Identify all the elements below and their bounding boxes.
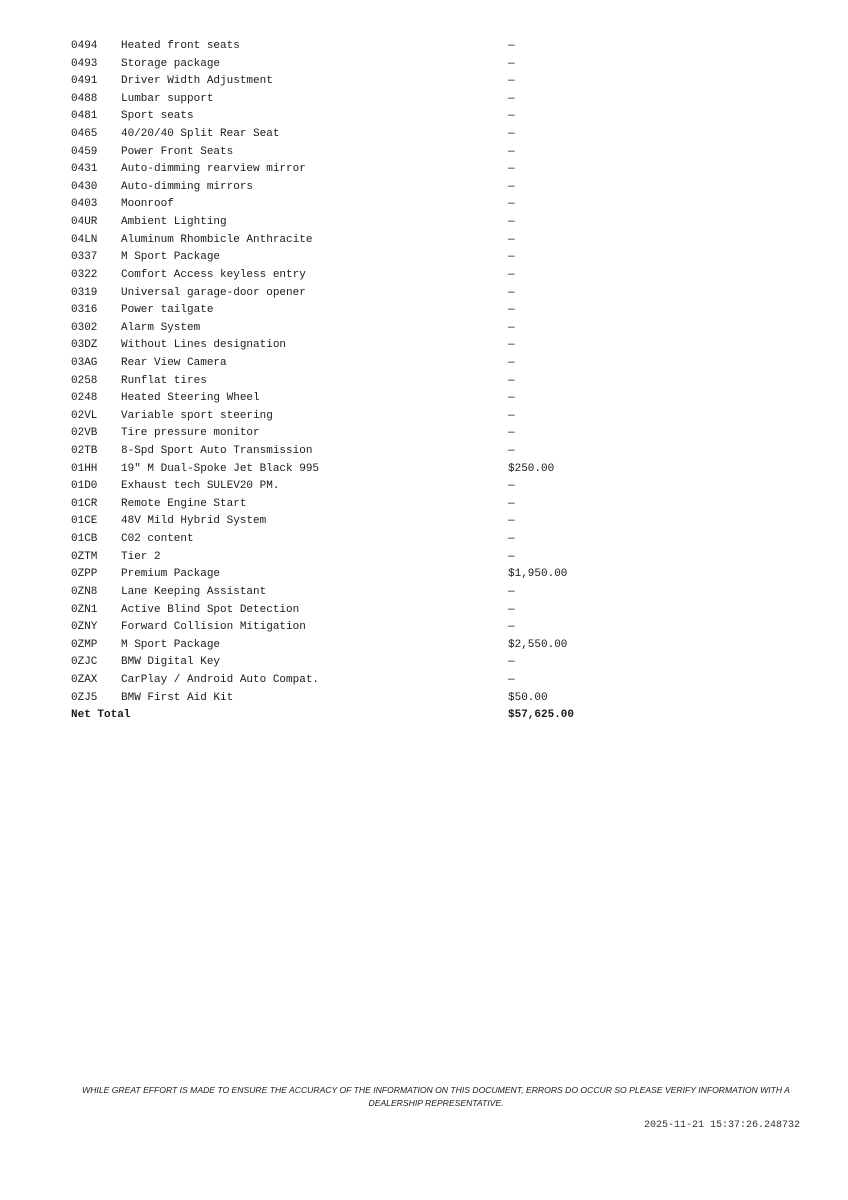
option-row — [71, 425, 611, 443]
option-price: — — [508, 374, 515, 387]
option-description: Lane Keeping Assistant — [121, 585, 267, 598]
option-description: Universal garage-door opener — [121, 286, 306, 299]
option-code: 0319 — [71, 286, 98, 299]
option-code: 0431 — [71, 163, 98, 176]
option-code: 0ZN8 — [71, 585, 98, 598]
option-code: 0493 — [71, 57, 98, 70]
option-row — [71, 320, 611, 338]
option-row — [71, 584, 611, 602]
timestamp: 2025-11-21 15:37:26.248732 — [643, 1120, 800, 1131]
option-price: — — [508, 497, 515, 510]
option-price: — — [508, 515, 515, 528]
option-code: 0481 — [71, 110, 98, 123]
option-code: 0488 — [71, 92, 98, 105]
option-price: — — [508, 198, 515, 211]
option-price: $50.00 — [508, 691, 548, 704]
option-price: — — [508, 40, 515, 52]
option-description: Heated Steering Wheel — [121, 392, 260, 405]
option-price: — — [508, 445, 515, 458]
option-price: — — [508, 216, 515, 229]
option-description: Rear View Camera — [121, 356, 227, 369]
option-code: 02TB — [71, 445, 98, 458]
option-code: 04LN — [71, 233, 98, 246]
option-code: 0ZTM — [71, 550, 98, 563]
option-price: — — [508, 304, 515, 317]
option-row — [71, 619, 611, 637]
option-description: 19" M Dual-Spoke Jet Black 995 — [121, 462, 320, 475]
option-row — [71, 249, 611, 267]
option-price: — — [508, 339, 515, 352]
disclaimer-text: WHILE GREAT EFFORT IS MADE TO ENSURE THE ACCURACY OF THE INFORMATION ON THIS DOCUMENT, ERRORS DO OCCUR SO PLEASE VERIFY INFORMATION WITH A DEALERSHIP REPRESENTATIVE. — [82, 1085, 790, 1108]
option-row — [71, 161, 611, 179]
option-row — [71, 443, 611, 461]
option-row — [71, 531, 611, 549]
option-price: — — [508, 163, 515, 176]
option-row — [71, 672, 611, 690]
option-description: Ambient Lighting — [121, 216, 227, 229]
net-total-row — [71, 707, 611, 725]
option-row — [71, 179, 611, 197]
option-description: Forward Collision Mitigation — [121, 621, 306, 634]
option-row — [71, 337, 611, 355]
options-list — [71, 38, 611, 725]
option-description: Variable sport steering — [121, 409, 273, 422]
option-row — [71, 232, 611, 250]
option-description: M Sport Package — [121, 251, 221, 264]
option-description: 48V Mild Hybrid System — [121, 515, 267, 528]
option-description: Alarm System — [121, 321, 201, 334]
option-price: — — [508, 286, 515, 299]
option-price: — — [508, 392, 515, 405]
option-code: 01HH — [71, 462, 98, 475]
option-code: 0322 — [71, 268, 98, 281]
option-code: 0ZN1 — [71, 603, 98, 616]
option-row — [71, 73, 611, 91]
option-row — [71, 373, 611, 391]
option-price: — — [508, 251, 515, 264]
option-row — [71, 478, 611, 496]
option-price: — — [508, 233, 515, 246]
option-code: 0494 — [71, 40, 98, 52]
option-description: Premium Package — [121, 568, 221, 581]
option-code: 0459 — [71, 145, 98, 158]
option-row — [71, 408, 611, 426]
option-price: — — [508, 673, 515, 686]
option-price: — — [508, 656, 515, 669]
option-price: — — [508, 427, 515, 440]
option-price: — — [508, 110, 515, 123]
option-description: M Sport Package — [121, 638, 221, 651]
option-row — [71, 690, 611, 708]
option-code: 0337 — [71, 251, 98, 264]
option-description: 8-Spd Sport Auto Transmission — [121, 445, 313, 458]
option-price: — — [508, 75, 515, 88]
option-row — [71, 56, 611, 74]
option-description: Heated front seats — [121, 40, 240, 52]
option-description: Auto-dimming mirrors — [121, 180, 254, 193]
option-code: 01CE — [71, 515, 98, 528]
option-code: 0430 — [71, 180, 98, 193]
option-row — [71, 566, 611, 584]
option-code: 0465 — [71, 128, 98, 141]
option-row — [71, 214, 611, 232]
option-description: Auto-dimming rearview mirror — [121, 163, 306, 176]
option-row — [71, 654, 611, 672]
option-row — [71, 355, 611, 373]
option-row — [71, 144, 611, 162]
option-description: 40/20/40 Split Rear Seat — [121, 128, 280, 141]
option-description: Aluminum Rhombicle Anthracite — [121, 233, 313, 246]
option-description: CarPlay / Android Auto Compat. — [121, 673, 320, 686]
option-description: Sport seats — [121, 110, 194, 123]
option-price: $1,950.00 — [508, 568, 568, 581]
option-row — [71, 108, 611, 126]
option-row — [71, 91, 611, 109]
option-code: 03AG — [71, 356, 98, 369]
option-description: BMW First Aid Kit — [121, 691, 234, 704]
option-description: Moonroof — [121, 198, 174, 211]
option-row — [71, 496, 611, 514]
option-code: 0316 — [71, 304, 98, 317]
option-code: 0ZJ5 — [71, 691, 98, 704]
option-description: Power Front Seats — [121, 145, 234, 158]
option-price: — — [508, 603, 515, 616]
option-row — [71, 602, 611, 620]
option-code: 0248 — [71, 392, 98, 405]
option-description: Power tailgate — [121, 304, 214, 317]
option-price: — — [508, 621, 515, 634]
option-code: 04UR — [71, 216, 98, 229]
option-code: 01CR — [71, 497, 98, 510]
option-description: Tire pressure monitor — [121, 427, 260, 440]
net-total-label: Net Total — [71, 709, 131, 722]
option-rows — [71, 38, 611, 707]
option-description: Without Lines designation — [121, 339, 287, 352]
option-price: — — [508, 57, 515, 70]
option-description: Driver Width Adjustment — [121, 75, 273, 88]
net-total-value: $57,625.00 — [508, 709, 575, 722]
option-price: — — [508, 480, 515, 493]
option-code: 0ZNY — [71, 621, 98, 634]
option-row — [71, 302, 611, 320]
option-code: 01D0 — [71, 480, 98, 493]
option-row — [71, 549, 611, 567]
option-code: 01CB — [71, 533, 98, 546]
option-code: 0ZPP — [71, 568, 98, 581]
option-description: Storage package — [121, 57, 221, 70]
option-description: Exhaust tech SULEV20 PM. — [121, 480, 280, 493]
option-price: — — [508, 533, 515, 546]
option-price: — — [508, 321, 515, 334]
option-row — [71, 126, 611, 144]
option-description: C02 content — [121, 533, 194, 546]
option-price: — — [508, 180, 515, 193]
option-price: — — [508, 92, 515, 105]
option-price: — — [508, 550, 515, 563]
option-code: 0ZJC — [71, 656, 98, 669]
option-code: 0491 — [71, 75, 98, 88]
option-row — [71, 196, 611, 214]
option-code: 0258 — [71, 374, 98, 387]
option-code: 0302 — [71, 321, 98, 334]
option-row — [71, 38, 611, 56]
option-description: BMW Digital Key — [121, 656, 221, 669]
option-price: — — [508, 145, 515, 158]
option-code: 03DZ — [71, 339, 98, 352]
option-row — [71, 637, 611, 655]
option-row — [71, 513, 611, 531]
option-row — [71, 461, 611, 479]
option-row — [71, 285, 611, 303]
option-row — [71, 267, 611, 285]
option-code: 02VB — [71, 427, 98, 440]
option-price: $250.00 — [508, 462, 555, 475]
option-description: Runflat tires — [121, 374, 207, 387]
option-price: — — [508, 128, 515, 141]
option-description: Remote Engine Start — [121, 497, 247, 510]
option-description: Comfort Access keyless entry — [121, 268, 306, 281]
option-description: Tier 2 — [121, 550, 161, 563]
option-price: — — [508, 268, 515, 281]
option-description: Active Blind Spot Detection — [121, 603, 300, 616]
option-code: 0403 — [71, 198, 98, 211]
option-code: 0ZAX — [71, 673, 98, 686]
option-code: 02VL — [71, 409, 98, 422]
option-row — [71, 390, 611, 408]
option-price: — — [508, 356, 515, 369]
option-description: Lumbar support — [121, 92, 214, 105]
option-price: $2,550.00 — [508, 638, 568, 651]
option-price: — — [508, 585, 515, 598]
option-code: 0ZMP — [71, 638, 98, 651]
option-price: — — [508, 409, 515, 422]
